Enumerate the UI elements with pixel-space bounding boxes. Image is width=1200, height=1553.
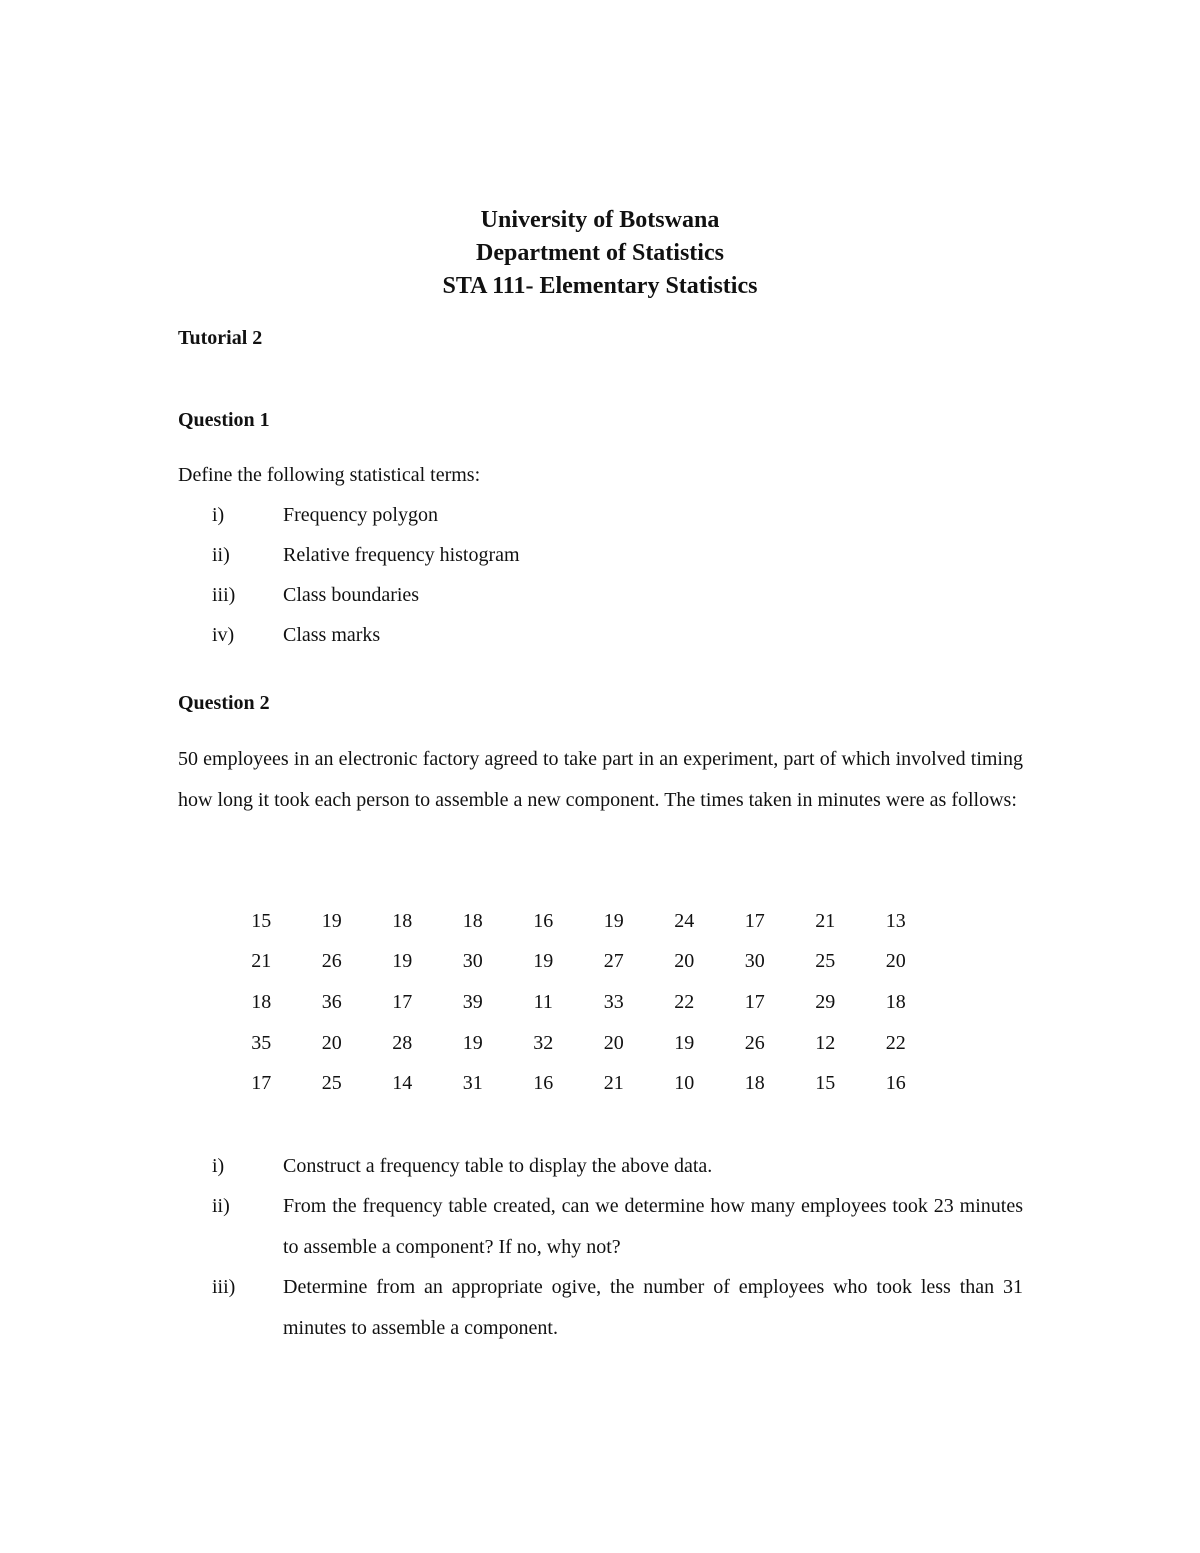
table-cell: 20 [885,950,906,973]
question-2-item [0,1267,1200,1349]
course-title: STA 111- Elementary Statistics [442,273,758,299]
table-cell: 36 [321,990,342,1013]
department-title: Department of Statistics [476,240,724,266]
item-text: Relative frequency histogram [283,544,520,566]
question-1-item [0,584,1200,624]
tutorial-title: Tutorial 2 [178,327,263,349]
item-number: iv) [212,624,235,646]
table-cell: 25 [321,1072,342,1095]
table-cell: 32 [533,1031,554,1054]
table-row [226,942,931,983]
table-cell: 25 [815,950,836,973]
table-cell: 17 [251,1072,272,1095]
table-cell: 20 [674,950,695,973]
question-1-heading: Question 1 [178,409,270,431]
item-text: Construct a frequency table to display the above data. [283,1155,713,1177]
table-cell: 20 [603,1031,624,1054]
item-number: i) [212,504,225,526]
table-cell: 21 [815,909,836,932]
table-cell: 29 [815,990,836,1013]
table-cell: 13 [885,909,906,932]
question-2-item [0,1146,1200,1187]
table-cell: 18 [251,990,272,1013]
table-cell: 17 [392,990,413,1013]
question-1-item [0,544,1200,584]
table-cell: 19 [321,909,342,932]
table-cell: 16 [533,909,554,932]
table-cell: 18 [462,909,483,932]
table-row [226,901,931,942]
table-cell: 26 [321,950,342,973]
table-row [226,1063,931,1104]
table-cell: 19 [674,1031,695,1054]
table-cell: 19 [533,950,554,973]
table-cell: 16 [533,1072,554,1095]
table-row [226,1023,931,1064]
table-cell: 39 [462,990,483,1013]
table-cell: 17 [744,909,765,932]
item-text: From the frequency table created, can we determine how many employees took 23 minutes to assemble a component? If no, why not? [283,1195,1023,1258]
question-1-item [0,504,1200,544]
item-text: Frequency polygon [283,504,438,526]
times-data-table [226,901,931,1104]
table-cell: 21 [251,950,272,973]
table-cell: 18 [392,909,413,932]
table-cell: 33 [603,990,624,1013]
item-number: iii) [212,1276,236,1298]
item-text: Determine from an appropriate ogive, the number of employees who took less than 31 minutes to assemble a component. [283,1276,1023,1339]
document-header [0,204,1200,303]
item-number: i) [212,1155,225,1177]
item-number: ii) [212,544,230,566]
table-cell: 15 [251,909,272,932]
table-cell: 19 [392,950,413,973]
table-cell: 10 [674,1072,695,1095]
university-title: University of Botswana [480,207,720,233]
table-cell: 19 [462,1031,483,1054]
table-cell: 24 [674,909,695,932]
table-cell: 30 [462,950,483,973]
item-number: iii) [212,584,236,606]
table-cell: 21 [603,1072,624,1095]
item-number: ii) [212,1195,230,1217]
table-cell: 16 [885,1072,906,1095]
table-cell: 12 [815,1031,836,1054]
table-cell: 26 [744,1031,765,1054]
table-cell: 27 [603,950,624,973]
table-cell: 30 [744,950,765,973]
table-cell: 11 [533,990,553,1013]
item-text: Class marks [283,624,381,646]
question-2-paragraph: 50 employees in an electronic factory agreed to take part in an experiment, part of which involved timing how long it took each person to assemble a new component. The times taken in minutes were as follows: [178,748,1023,811]
table-cell: 22 [885,1031,906,1054]
question-1-intro: Define the following statistical terms: [178,464,481,486]
table-row [226,982,931,1023]
table-cell: 14 [392,1072,413,1095]
table-cell: 17 [744,990,765,1013]
question-1-item [0,624,1200,664]
item-text: Class boundaries [283,584,420,606]
table-cell: 18 [885,990,906,1013]
question-2-item [0,1186,1200,1268]
table-cell: 20 [321,1031,342,1054]
table-cell: 15 [815,1072,836,1095]
table-cell: 22 [674,990,695,1013]
table-cell: 18 [744,1072,765,1095]
table-cell: 28 [392,1031,413,1054]
table-cell: 31 [462,1072,483,1095]
table-cell: 19 [603,909,624,932]
question-2-heading: Question 2 [178,692,270,714]
table-cell: 35 [251,1031,272,1054]
